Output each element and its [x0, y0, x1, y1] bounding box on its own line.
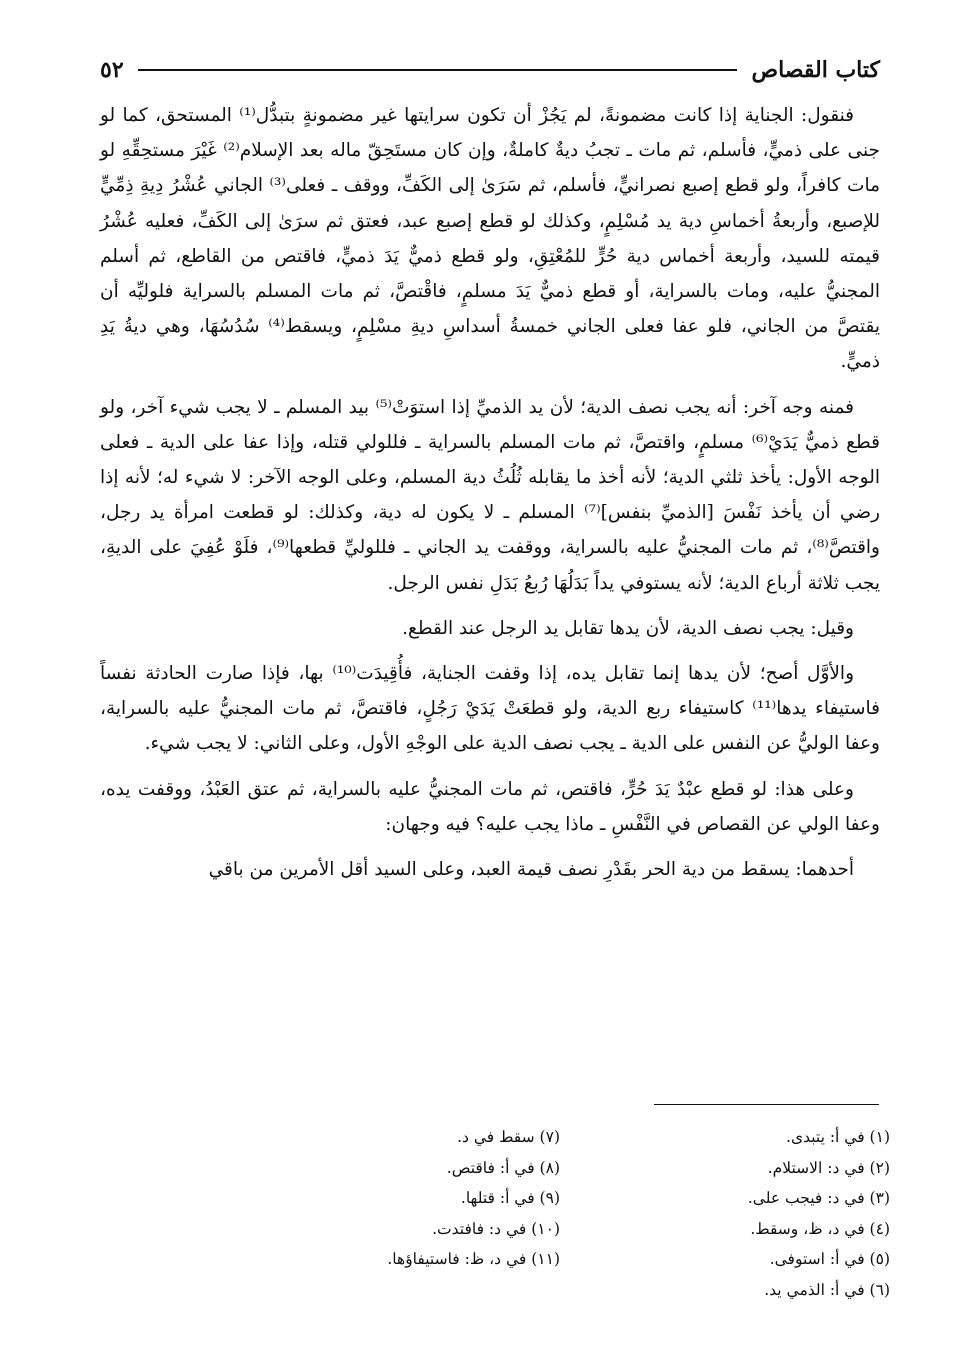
footnotes-column-left [260, 1122, 560, 1305]
footnote: (١٠) في د: فافتدت. [432, 1219, 560, 1238]
footnote: (٤) في د، ظ، وسقط. [750, 1219, 890, 1238]
footnote: (٢) في د: الاستلام. [767, 1158, 890, 1177]
paragraph: فمنه وجه آخر: أنه يجب نصف الدية؛ لأن يد الذميِّ إذا استوَتْ⁽⁵⁾ بيد المسلم ـ لا يجب شيء آخر، ولو قطع ذميٌّ يَدَيْ⁽⁶⁾ مسلمٍ، واقتصَّ، ثم مات المسلم بالسراية ـ فللولي قتله، وإذا عفا على الدية ـ فعلى الوجه الأول: يأخذ ثلثي الدية؛ لأنه أخذ ما يقابله ثُلُثُ دية المسلم، وعلى الوجه الآخر: لا شيء له؛ لأنه إذا رضي أن يأخذ نَفْسَ [الذميِّ بنفس]⁽⁷⁾ المسلم ـ لا يكون له دية، وكذلك: لو قطعت امرأة يد رجل، واقتصَّ⁽⁸⁾، ثم مات المجنيُّ عليه بالسراية، ووقفت يد الجاني ـ فللوليِّ قطعها⁽⁹⁾، فلَوْ عُفِيَ على الديةِ، يجب ثلاثة أرباع الدية؛ لأنه يستوفي يداً بَدَلُهَا رُبعُ بَدَلِ نفس الرجل. [100, 396, 880, 594]
footnote-separator [654, 1104, 879, 1105]
paragraph: أحدهما: يسقط من دية الحر بقَدْرِ نصف قيمة العبد، وعلى السيد أقل الأمرين من باقي [208, 859, 854, 881]
footnotes [120, 1122, 890, 1305]
main-text [100, 98, 880, 887]
footnote: (٩) في أ: قتلها. [460, 1189, 560, 1207]
footnote: (٨) في أ: فاقتص. [446, 1158, 560, 1177]
paragraph: والأوَّل أصح؛ لأن يدها إنما تقابل يده، إذا وقفت الجناية، فأُقِيدَت⁽¹⁰⁾ بها، فإذا صارت الحادثة نفساً فاستيفاء يدها⁽¹¹⁾ كاستيفاء ربع الدية، ولو قطعَتْ يَدَيْ رَجُلٍ، فاقتصَّ، ثم مات المجنيُّ عليه بالسراية، وعفا الوليُّ عن النفس على الدية ـ يجب نصف الدية على الوجْهِ الأول، وعلى الثاني: لا يجب شيء. [100, 663, 880, 755]
page-header [100, 52, 880, 88]
paragraph: وعلى هذا: لو قطع عبْدٌ يَدَ حُرٍّ، فاقتص، ثم مات المجنيُّ عليه بالسراية، ثم عتق العَبْدُ، ووقفت يده، وعفا الولي عن القصاص في النَّفْسِ ـ ماذا يجب عليه؟ فيه وجهان: [100, 778, 880, 835]
footnote: (٣) في د: فيجب على. [747, 1189, 890, 1207]
page-number: ٥٢ [100, 57, 124, 83]
footnote: (٧) سقط في د. [457, 1128, 560, 1146]
header-rule [138, 69, 738, 71]
footnote: (١١) في د، ظ: فاستيفاؤها. [387, 1250, 560, 1268]
book-title: كتاب القصاص [751, 57, 880, 83]
footnote: (٥) في أ: استوفى. [769, 1250, 890, 1268]
footnotes-column-right [590, 1122, 890, 1305]
footnote: (١) في أ: يتبدى. [786, 1128, 890, 1146]
footnote: (٦) في أ: الذمي يد. [764, 1280, 890, 1299]
paragraph: وقيل: يجب نصف الدية، لأن يدها تقابل يد الرجل عند القطع. [402, 617, 854, 639]
paragraph: فنقول: الجناية إذا كانت مضمونةً، لم يَجُزْ أن تكون سرايتها غير مضمونةٍ بتبدُّل⁽¹⁾ المستحق، كما لو جنى على ذميٍّ، فأسلم، ثم مات ـ تجبُ ديةٌ كاملةٌ، وإن كان مستَحِقّ ماله بعد الإسلام⁽²⁾ غَيْرَ مستحِقِّهِ لو مات كافراً، ولو قطع إصبع نصرانيٍّ، فأسلم، ثم سَرَىٰ إلى الكَفِّ، ووقف ـ فعلى⁽³⁾ الجاني عُشْرُ دِيةِ ذِمِّيٍّ للإصبع، وأربعةُ أخماسِ دية يد مُسْلِمٍ، وكذلك لو قطع إصبع عبد، فعتق ثم سرَىٰ إلى الكَفِّ، فعليه عُشْرُ قيمته للسيد، وأربعة أخماس دية حُرٍّ للمُعْتِقِ، ولو قطع ذميٌّ يَدَ ذميٍّ، فاقتص من القاطع، ثم أسلم المجنيُّ عليه، ومات بالسراية، أو قطع ذميٌّ يَدَ مسلمٍ، فاقْتصَّ، ثم مات المسلم بالسراية فلوليِّه أن يقتصَّ من الجاني، فلو عفا فعلى الجاني خمسةُ أسداسِ ديةِ مسْلِمٍ، ويسقط⁽⁴⁾ سُدُسُهَا، وهي ديةُ يَدِ ذميٍّ. [100, 105, 880, 373]
